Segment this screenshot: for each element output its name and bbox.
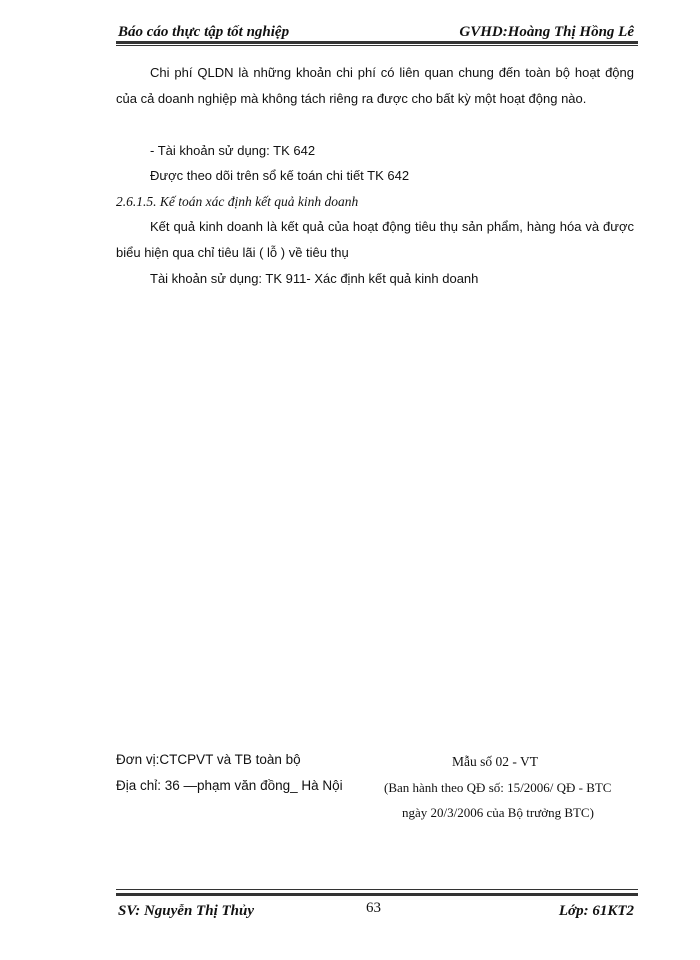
form-date: ngày 20/3/2006 của Bộ trưởng BTC)	[402, 805, 594, 820]
header-rule	[116, 41, 638, 44]
footer-student: SV: Nguyễn Thị Thủy	[118, 903, 254, 919]
header-rule-thin	[116, 45, 638, 46]
paragraph-ledger-642: Được theo dõi trên sổ kế toán chi tiết TK 642	[150, 168, 410, 183]
form-decree: (Ban hành theo QĐ số: 15/2006/ QĐ - BTC	[384, 780, 612, 795]
footer-rule-thin	[116, 889, 638, 890]
footer-class: Lớp: 61KT2	[558, 903, 634, 919]
paragraph-qldn: Chi phí QLDN là những khoản chi phí có liên quan chung đến toàn bộ hoạt động của cả doanh nghiệp mà không tách riêng ra được cho bất kỳ một hoạt động nào.	[116, 65, 634, 106]
page-number: 63	[366, 900, 381, 916]
footer-rule	[116, 893, 638, 896]
paragraph-business-result: Kết quả kinh doanh là kết quả của hoạt động tiêu thụ sản phẩm, hàng hóa và được biểu hiện qua chỉ tiêu lãi ( lỗ ) về tiêu thụ	[116, 219, 634, 260]
section-heading: 2.6.1.5. Kế toán xác định kết quả kinh doanh	[116, 194, 359, 209]
form-unit: Đơn vị:CTCPVT và TB toàn bộ	[116, 752, 301, 767]
paragraph-account-642: - Tài khoản sử dụng: TK 642	[150, 143, 316, 158]
header-right: GVHD:Hoàng Thị Hồng Lê	[459, 24, 634, 40]
paragraph-account-911: Tài khoản sử dụng: TK 911- Xác định kết quả kinh doanh	[150, 271, 479, 286]
form-number: Mẫu số 02 - VT	[452, 754, 538, 769]
form-address: Địa chỉ: 36 —phạm văn đồng_ Hà Nội	[116, 778, 343, 793]
header-left: Báo cáo thực tập tốt nghiệp	[118, 24, 290, 40]
